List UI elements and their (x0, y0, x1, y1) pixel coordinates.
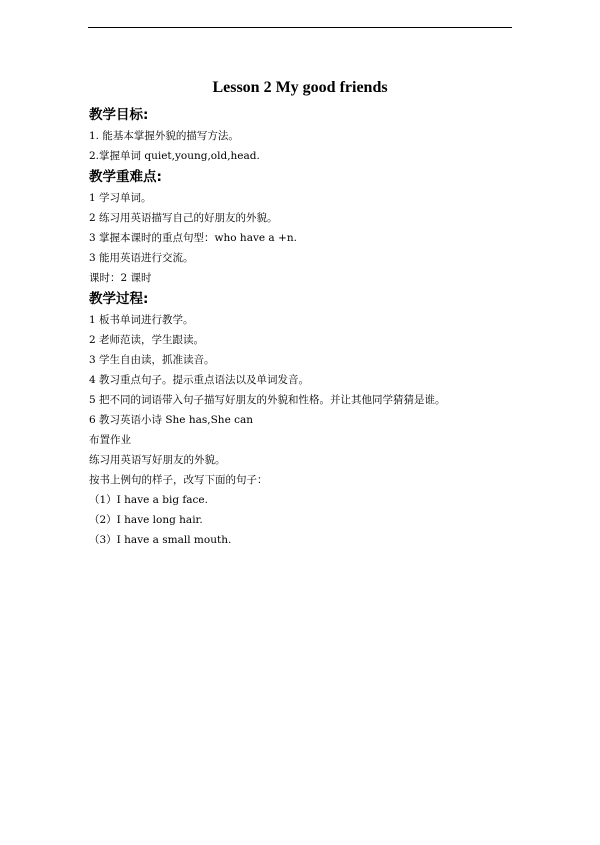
key-points-heading: 教学重难点: (89, 169, 162, 185)
key-point-item: 3 掌握本课时的重点句型：who have a +n. (89, 232, 297, 244)
goal-item: 1. 能基本掌握外貌的描写方法。 (89, 130, 239, 142)
key-point-item: 3 能用英语进行交流。 (89, 252, 194, 264)
process-item: 1 板书单词进行教学。 (89, 314, 194, 326)
key-point-item: 1 学习单词。 (89, 192, 152, 204)
lesson-plan-body (89, 104, 509, 550)
process-item: 3 学生自由读，抓准读音。 (89, 354, 215, 366)
homework-instruction: 按书上例句的样子，改写下面的句子： (89, 474, 268, 486)
exercise-sentence: （1）I have a big face. (89, 494, 208, 506)
process-item: 6 教习英语小诗 She has,She can (89, 414, 254, 426)
lesson-title: Lesson 2 My good friends (212, 79, 388, 96)
goals-heading: 教学目标: (89, 107, 149, 123)
homework-label: 布置作业 (89, 434, 131, 446)
process-item: 5 把不同的词语带入句子描写好朋友的外貌和性格。并让其他同学猜猜是谁。 (89, 394, 446, 406)
exercise-sentence: （2）I have long hair. (89, 514, 203, 526)
process-item: 2 老师范读，学生跟读。 (89, 334, 205, 346)
header-rule (88, 27, 512, 28)
process-heading: 教学过程: (89, 291, 149, 307)
goal-item: 2.掌握单词 quiet,young,old,head. (89, 150, 260, 162)
process-item: 4 教习重点句子。提示重点语法以及单词发音。 (89, 374, 310, 386)
homework-item: 练习用英语写好朋友的外貌。 (89, 454, 226, 466)
exercise-sentence: （3）I have a small mouth. (89, 534, 232, 546)
key-point-item: 2 练习用英语描写自己的好朋友的外貌。 (89, 212, 278, 224)
class-hours: 课时：2 课时 (89, 272, 152, 284)
